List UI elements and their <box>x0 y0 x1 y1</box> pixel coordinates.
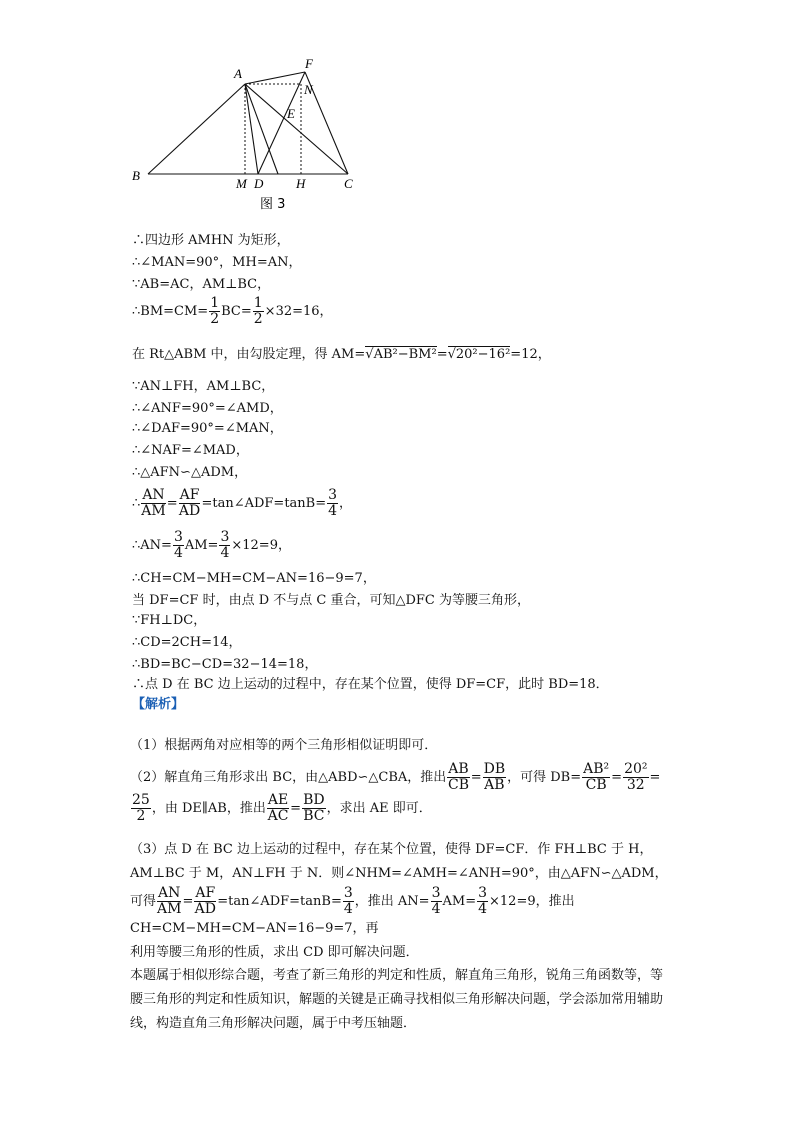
line-10: ∴△AFN∽△ADM， <box>132 465 248 480</box>
figure-caption: 图 3 <box>260 197 286 212</box>
sqrt: √20²−16² <box>447 347 511 362</box>
line-8: ∴∠DAF=90°=∠MAN， <box>132 421 283 436</box>
analysis-heading: 【解析】 <box>132 697 185 712</box>
line-5: 在 Rt△ABM 中，由勾股定理，得 AM=√AB²−BM²=√20²−16²=12， <box>132 347 551 362</box>
line-18: ∴点 D 在 BC 边上运动的过程中，存在某个位置，使得 DF=CF，此时 BD=18． <box>132 677 609 692</box>
line-13: ∴CH=CM−MH=CM−AN=16−9=7， <box>132 571 376 586</box>
line-12: ∴AN= $\frac{3}{4}$ AM= $\frac{3}{4}$ ×12=9， <box>132 529 291 561</box>
label-H: H <box>296 176 306 191</box>
sqrt: √AB²−BM² <box>365 347 437 362</box>
line-3: ∵AB=AC，AM⊥BC， <box>132 277 271 292</box>
analysis-p1: （1）根据两角对应相等的两个三角形相似证明即可． <box>130 738 438 753</box>
line-4: ∴BM=CM= $\frac{1}{2}$ BC= $\frac{1}{2}$ ×32=16， <box>132 295 333 327</box>
geometry-figure <box>120 50 380 220</box>
label-B: B <box>132 168 140 183</box>
line-1: ∴四边形 AMHN 为矩形， <box>132 233 290 248</box>
analysis-p2: （2）解直角三角形求出 BC，由△ABD∽△CBA，推出 $\frac{AB}{CB}$ = $\frac{DB}{AB}$ ，可得 DB= $\frac{\text{AB²}}{CB}$ = $\frac{\text{20²}}{32}$ = $\frac{25}{2}$ ，由 DE∥AB，推出 $\frac{AE}{AC}$ = $\frac{BD}{BC}$ ，求出 AE 即可． <box>130 761 661 824</box>
analysis-p4: 本题属于相似形综合题，考查了新三角形的判定和性质，解直角三角形，锐角三角函数等，等腰三角形的判定和性质知识，解题的关键是正确寻找相似三角形解决问题，学会添加常用辅助线，构造直角三角形解决问题，属于中考压轴题． <box>130 968 664 1031</box>
text: ∴BM=CM= <box>132 304 209 319</box>
line-6: ∵AN⊥FH，AM⊥BC， <box>132 379 275 394</box>
fraction: $\frac{1}{2}$ <box>253 295 263 327</box>
label-E: E <box>287 106 295 121</box>
line-2: ∴∠MAN=90°，MH=AN， <box>132 255 302 270</box>
fraction: $\frac{1}{2}$ <box>210 295 220 327</box>
analysis-p3: （3）点 D 在 BC 边上运动的过程中，存在某个位置，使得 DF=CF．作 FH⊥BC 于 H， AM⊥BC 于 M，AN⊥FH 于 N．则∠NHM=∠AMH=∠ANH=90°，由△AFN∽△ADM，可得 $\frac{AN}{AM}$ = $\frac{AF}{AD}$ =tan∠ADF=tanB= $\frac{3}{4}$ ，推出 AN= $\frac{3}{4}$ AM= $\frac{3}{4}$ ×12=9，推出 CH=CM−MH=CM−AN=16−9=7，再 利用等腰三角形的性质，求出 CD 即可解决问题． <box>130 842 668 960</box>
label-C: C <box>344 176 353 191</box>
label-N: N <box>304 82 313 97</box>
line-9: ∴∠NAF=∠MAD， <box>132 443 249 458</box>
label-F: F <box>305 56 313 71</box>
label-D: D <box>254 176 264 191</box>
line-7: ∴∠ANF=90°=∠AMD， <box>132 401 283 416</box>
line-11: ∴ $\frac{AN}{AM}$ = $\frac{AF}{AD}$ =tan∠ADF=tanB= $\frac{3}{4}$ ， <box>132 487 353 519</box>
triangle-diagram <box>120 50 380 220</box>
line-16: ∴CD=2CH=14， <box>132 635 242 650</box>
label-M: M <box>236 176 247 191</box>
line-17: ∴BD=BC−CD=32−14=18， <box>132 657 318 672</box>
line-15: ∵FH⊥DC， <box>132 613 207 628</box>
label-A: A <box>234 66 242 81</box>
line-14: 当 DF=CF 时，由点 D 不与点 C 重合，可知△DFC 为等腰三角形， <box>132 593 530 608</box>
